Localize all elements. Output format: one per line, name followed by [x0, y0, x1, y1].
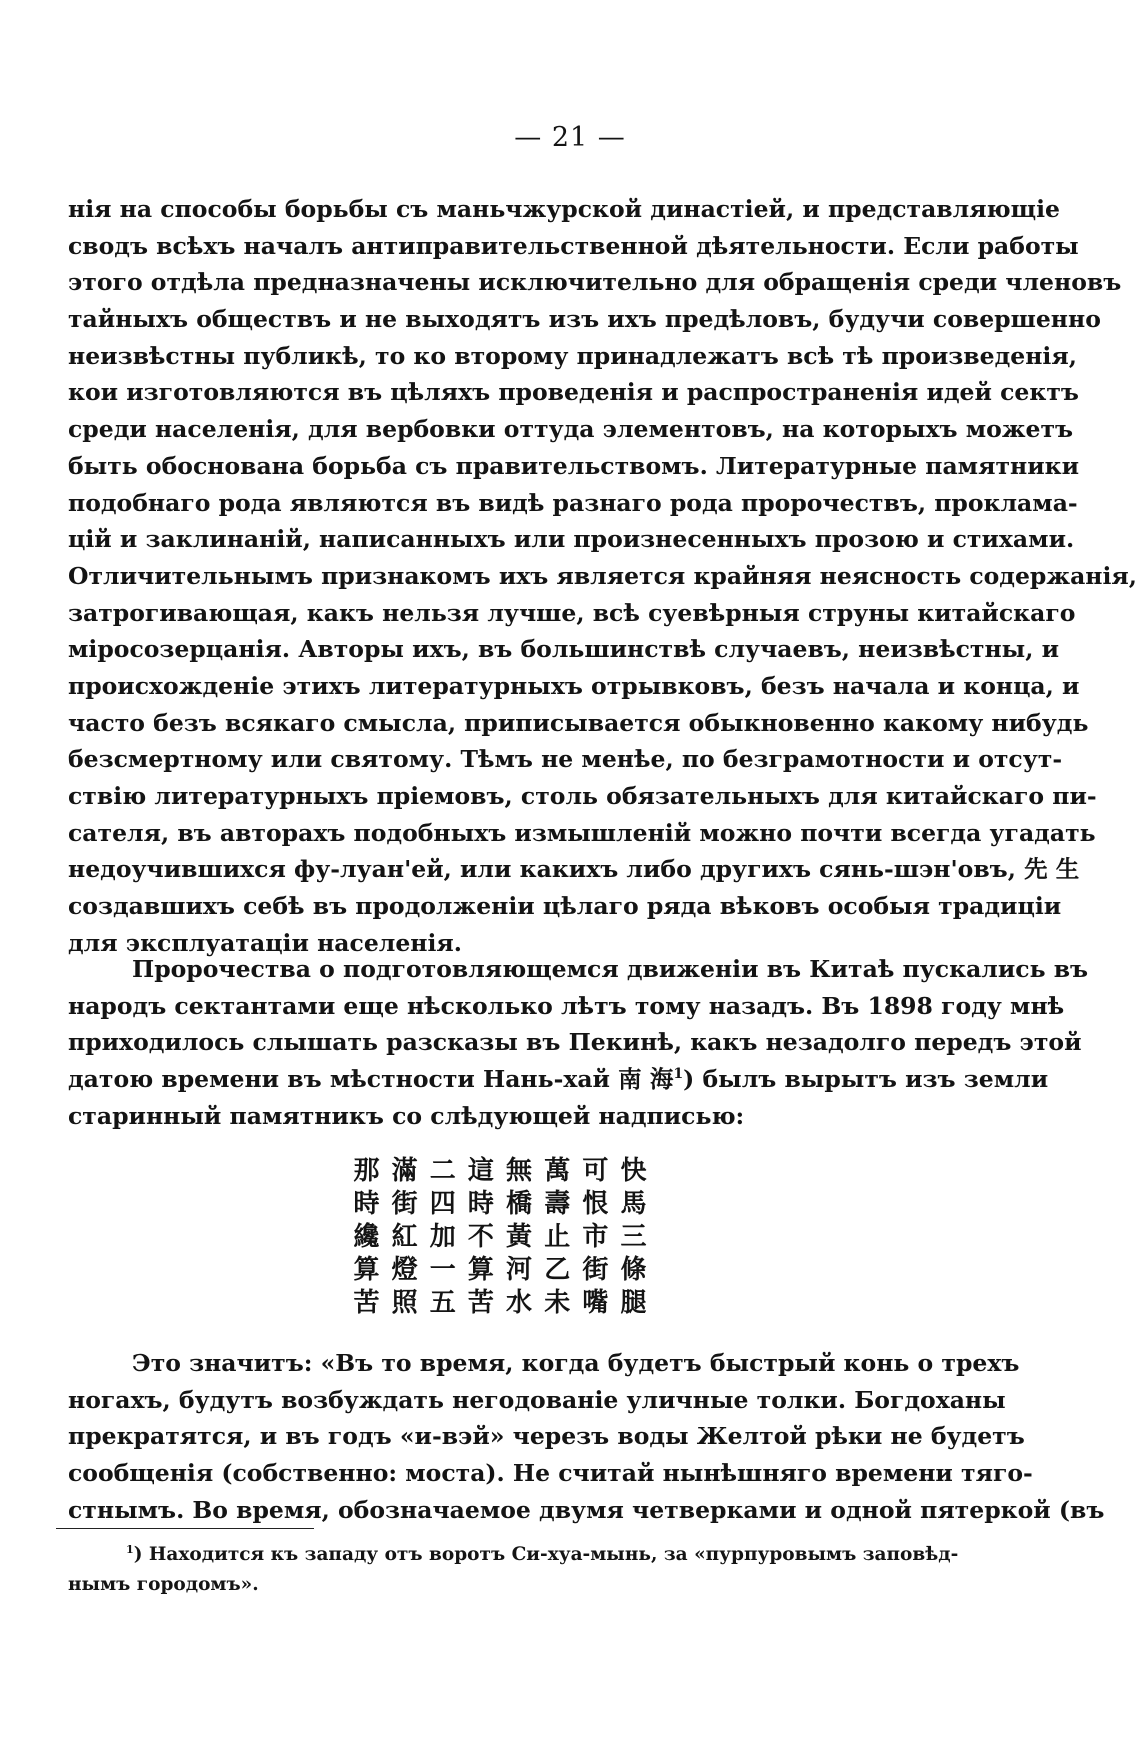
text-line: приходилось слышать разсказы въ Пекинѣ, какъ незадолго передъ этой — [68, 1028, 1082, 1057]
inscription-char: 水 — [506, 1288, 533, 1318]
inscription-char: 五 — [429, 1288, 456, 1318]
line-text: датою времени въ мѣстности Нань-хай 南 海 — [68, 1065, 674, 1094]
inscription-char: 時 — [353, 1189, 380, 1219]
text-line: міросозерцанія. Авторы ихъ, въ большинствѣ случаевъ, неизвѣстны, и — [68, 635, 1060, 664]
text-line: Отличительнымъ признакомъ ихъ является крайняя неясность содержанія, — [68, 561, 1137, 590]
text-line: стнымъ. Во время, обозначаемое двумя четверками и одной пятеркой (въ — [68, 1495, 1105, 1524]
inscription-char: 恨 — [582, 1189, 609, 1219]
text-line: тайныхъ обществъ и не выходятъ изъ ихъ предѣловъ, будучи совершенно — [68, 305, 1101, 334]
paragraph-2 — [68, 951, 1089, 1134]
footnote-divider — [56, 1528, 314, 1529]
inscription-char: 時 — [467, 1189, 494, 1219]
text-line: затрогивающая, какъ нельзя лучше, всѣ суевѣрныя струны китайскаго — [68, 598, 1076, 627]
text-line: происхожденіе этихъ литературныхъ отрывковъ, безъ начала и конца, и — [68, 671, 1080, 700]
inscription-char: 滿 — [391, 1156, 418, 1186]
inscription-char: 腿 — [620, 1288, 647, 1318]
footnote-ref: 1 — [673, 1066, 684, 1083]
text-line: сообщенія (собственно: моста). Не считай нынѣшняго времени тяго- — [68, 1459, 1033, 1488]
inscription-char: 這 — [467, 1156, 494, 1186]
paragraph-3 — [68, 1345, 1105, 1528]
text-line: сводъ всѣхъ началъ антиправительственной дѣятельности. Если работы — [68, 231, 1079, 260]
inscription-char: 街 — [391, 1189, 418, 1219]
text-line: сателя, въ авторахъ подобныхъ измышленій можно почти всегда угадать — [68, 818, 1096, 847]
text-line: цій и заклинаній, написанныхъ или произнесенныхъ прозою и стихами. — [68, 525, 1075, 554]
inscription-char: 萬 — [544, 1156, 571, 1186]
inscription-row — [350, 1287, 650, 1320]
inscription-char: 嘴 — [582, 1288, 609, 1318]
inscription-char: 那 — [353, 1156, 380, 1186]
inscription-char: 市 — [582, 1222, 609, 1252]
inscription-char: 未 — [544, 1288, 571, 1318]
inscription-char: 照 — [391, 1288, 418, 1318]
text-line — [68, 1061, 1049, 1098]
text-line: создавшихъ себѣ въ продолженіи цѣлаго ряда вѣковъ особыя традиціи — [68, 892, 1062, 921]
text-line: прекратятся, и въ годъ «и-вэй» черезъ воды Желтой рѣки не будетъ — [68, 1422, 1025, 1451]
text-line: народъ сектантами еще нѣсколько лѣтъ тому назадъ. Въ 1898 году мнѣ — [68, 991, 1065, 1020]
inscription-row — [350, 1155, 650, 1188]
inscription-char: 算 — [467, 1255, 494, 1285]
footnote-line: нымъ городомъ». — [68, 1574, 259, 1595]
text-line: Пророчества о подготовляющемся движеніи въ Китаѣ пускались въ — [132, 955, 1089, 983]
text-line: быть обоснована борьба съ правительствомъ. Литературные памятники — [68, 451, 1080, 480]
inscription-char: 馬 — [620, 1189, 647, 1219]
inscription-row — [350, 1221, 650, 1254]
inscription-char: 壽 — [544, 1189, 571, 1219]
inscription-char: 苦 — [353, 1288, 380, 1318]
inscription-char: 無 — [506, 1156, 533, 1186]
line-text: ) былъ вырытъ изъ земли — [683, 1065, 1049, 1094]
inscription-char: 條 — [620, 1255, 647, 1285]
inscription-char: 一 — [429, 1255, 456, 1285]
inscription-char: 快 — [620, 1156, 647, 1186]
inscription-row — [350, 1254, 650, 1287]
footnote-line — [68, 1540, 959, 1570]
text-line: ногахъ, будутъ возбуждать негодованіе уличные толки. Богдоханы — [68, 1385, 1006, 1414]
footnote — [68, 1540, 959, 1600]
paragraph-1 — [68, 191, 1137, 961]
inscription-char: 不 — [467, 1222, 494, 1252]
inscription-char: 二 — [429, 1156, 456, 1186]
text-line: кои изготовляются въ цѣляхъ проведенія и распространенія идей сектъ — [68, 378, 1079, 407]
chinese-inscription — [350, 1155, 650, 1320]
text-line: для эксплуатаціи населенія. — [68, 928, 462, 957]
inscription-char: 街 — [582, 1255, 609, 1285]
inscription-char: 纔 — [353, 1222, 380, 1252]
text-line: Это значитъ: «Въ то время, когда будетъ быстрый конь о трехъ — [132, 1349, 1020, 1377]
text-line: нія на способы борьбы съ маньчжурской династіей, и представляющіе — [68, 195, 1060, 223]
inscription-char: 紅 — [391, 1222, 418, 1252]
inscription-char: 算 — [353, 1255, 380, 1285]
inscription-char: 橋 — [506, 1189, 533, 1219]
inscription-char: 黃 — [506, 1222, 533, 1252]
inscription-char: 河 — [506, 1255, 533, 1285]
inscription-char: 苦 — [467, 1288, 494, 1318]
text-line: этого отдѣла предназначены исключительно для обращенія среди членовъ — [68, 268, 1122, 297]
text-line: недоучившихся фу-луан'ей, или какихъ либо другихъ сянь-шэн'овъ, 先 生 — [68, 855, 1080, 884]
text-line: неизвѣстны публикѣ, то ко второму принадлежатъ всѣ тѣ произведенія, — [68, 341, 1077, 370]
inscription-row — [350, 1188, 650, 1221]
inscription-char: 燈 — [391, 1255, 418, 1285]
inscription-char: 加 — [429, 1222, 456, 1252]
text-line: безсмертному или святому. Тѣмъ не менѣе, по безграмотности и отсут- — [68, 745, 1063, 774]
text-line: среди населенія, для вербовки оттуда элементовъ, на которыхъ можетъ — [68, 415, 1074, 444]
text-line: старинный памятникъ со слѣдующей надписью: — [68, 1101, 745, 1130]
inscription-char: 三 — [620, 1222, 647, 1252]
inscription-char: 四 — [429, 1189, 456, 1219]
text-line: часто безъ всякаго смысла, приписывается обыкновенно какому нибудь — [68, 708, 1089, 737]
inscription-char: 可 — [582, 1156, 609, 1186]
inscription-char: 止 — [544, 1222, 571, 1252]
footnote-text: ) Находится къ западу отъ воротъ Си-хуа-мынь, за «пурпуровымъ заповѣд- — [133, 1544, 959, 1565]
text-line: ствію литературныхъ пріемовъ, столь обязательныхъ для китайскаго пи- — [68, 782, 1097, 810]
inscription-char: 乙 — [544, 1255, 571, 1285]
text-line: подобнаго рода являются въ видѣ разнаго рода пророчествъ, проклама- — [68, 488, 1078, 517]
footnote-marker: 1 — [126, 1542, 134, 1556]
page-number: — 21 — — [514, 122, 626, 153]
